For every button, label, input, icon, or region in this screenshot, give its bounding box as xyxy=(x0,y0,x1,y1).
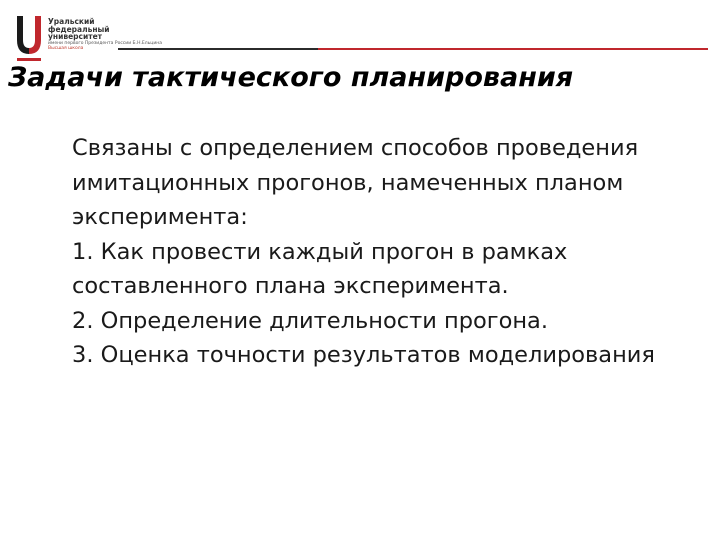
university-logo xyxy=(14,14,162,66)
university-logo-text xyxy=(48,17,162,52)
logo-name-line-1: Уральский xyxy=(48,17,95,26)
logo-name-line-3: университет xyxy=(48,32,103,41)
body-item-2: 2. Определение длительности прогона. xyxy=(72,307,548,334)
slide-body xyxy=(72,131,702,373)
slide-title: Задачи тактического планирования xyxy=(8,62,574,93)
logo-name-line-2: федеральный xyxy=(48,24,110,34)
body-paragraph-intro: Связаны с определением способов проведения имитационных прогонов, намеченных планом эксперимента: xyxy=(72,135,639,230)
logo-tagline: Высшая школа xyxy=(48,46,84,51)
header-rule-dark xyxy=(118,48,318,50)
logo-subtitle: имени первого Президента России Б.Н.Ельцина xyxy=(48,40,162,46)
university-logo-mark-icon xyxy=(14,14,44,66)
body-item-3: 3. Оценка точности результатов моделирования xyxy=(72,342,655,368)
body-item-1: 1. Как провести каждый прогон в рамках составленного плана эксперимента. xyxy=(72,238,568,299)
